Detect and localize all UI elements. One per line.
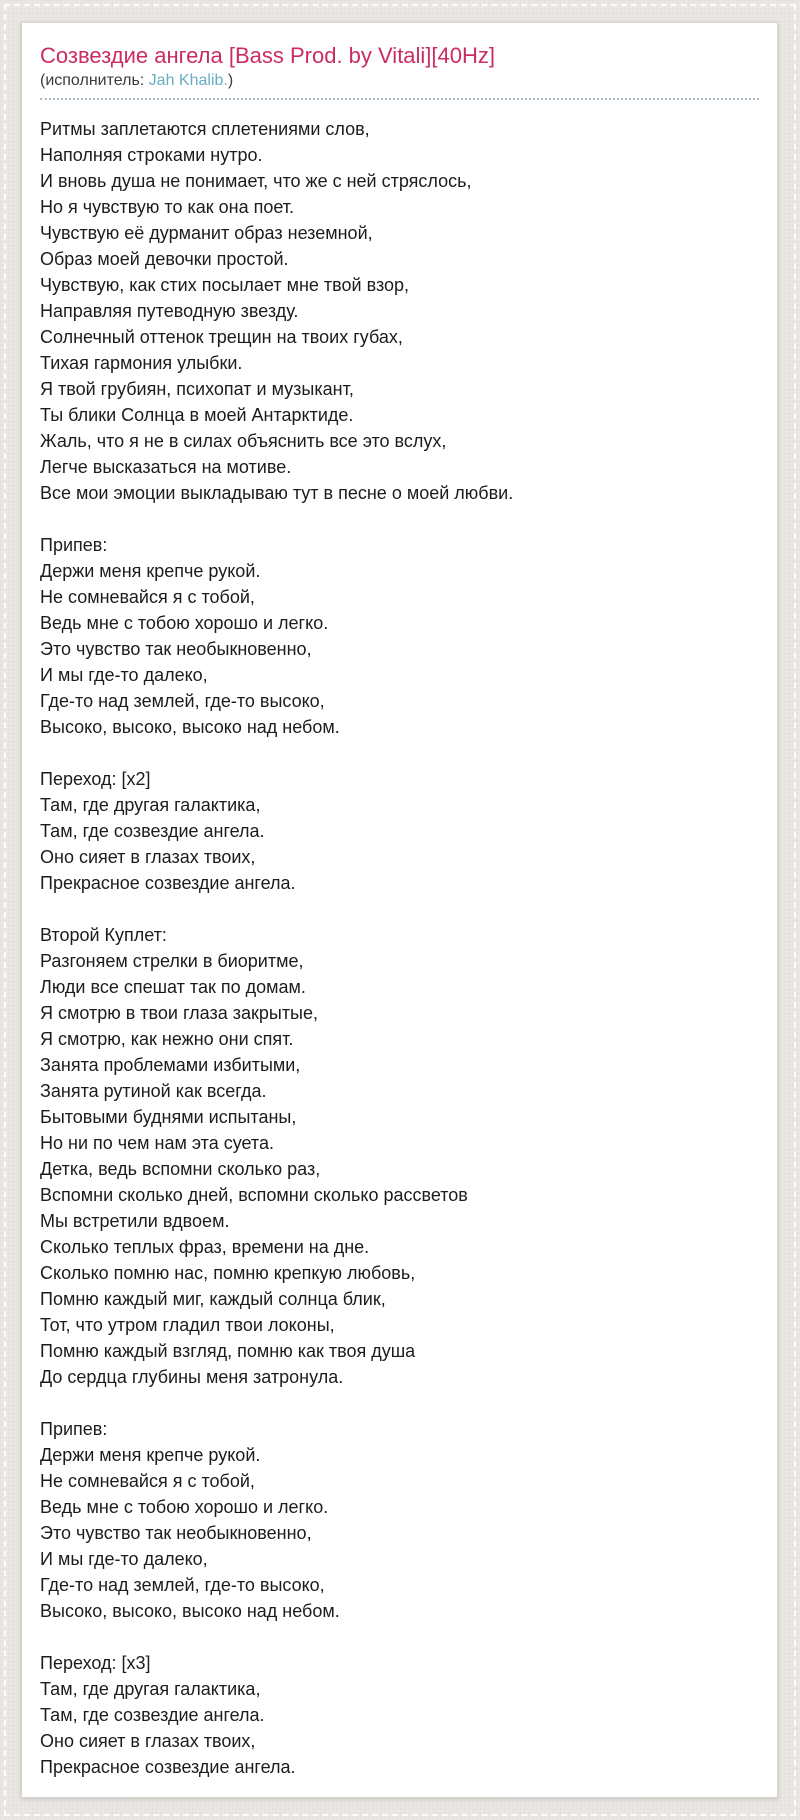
lyric-line: Прекрасное созвездие ангела.	[40, 1757, 296, 1777]
artist-label: (исполнитель:	[40, 72, 145, 89]
lyric-line: Чувствую её дурманит образ неземной,	[40, 223, 373, 243]
lyric-line: Вспомни сколько дней, вспомни сколько рассветов	[40, 1185, 468, 1205]
lyric-line: Это чувство так необыкновенно,	[40, 639, 312, 659]
lyric-line: Ведь мне с тобою хорошо и легко.	[40, 1497, 329, 1517]
lyric-line: Я смотрю, как нежно они спят.	[40, 1029, 294, 1049]
lyric-line: Занята рутиной как всегда.	[40, 1081, 267, 1101]
artist-line-suffix: )	[227, 72, 234, 89]
lyric-line: Помню каждый взгляд, помню как твоя душа	[40, 1341, 416, 1361]
lyric-line: Где-то над землей, где-то высоко,	[40, 691, 325, 711]
lyrics-text	[22, 100, 777, 1806]
lyrics-block	[40, 116, 759, 506]
lyrics-block	[40, 532, 759, 740]
lyric-line: Держи меня крепче рукой.	[40, 561, 261, 581]
lyric-line: Бытовыми буднями испытаны,	[40, 1107, 297, 1127]
lyric-line: Не сомневайся я с тобой,	[40, 587, 255, 607]
lyrics-block	[40, 922, 759, 1390]
lyric-line: Жаль, что я не в силах объяснить все это вслух,	[40, 431, 447, 451]
lyric-line: Все мои эмоции выкладываю тут в песне о моей любви.	[40, 483, 514, 503]
lyric-line: Там, где созвездие ангела.	[40, 1705, 265, 1725]
lyric-line: Солнечный оттенок трещин на твоих губах,	[40, 327, 403, 347]
lyric-line: Занята проблемами избитыми,	[40, 1055, 301, 1075]
lyric-line: Помню каждый миг, каждый солнца блик,	[40, 1289, 386, 1309]
lyric-line: Тихая гармония улыбки.	[40, 353, 243, 373]
lyric-line: Но я чувствую то как она поет.	[40, 197, 295, 217]
lyric-line: Переход: [x3]	[40, 1653, 151, 1673]
lyric-line: Сколько теплых фраз, времени на дне.	[40, 1237, 370, 1257]
lyrics-block	[40, 766, 759, 896]
lyric-line: До сердца глубины меня затронула.	[40, 1367, 344, 1387]
lyric-line: Детка, ведь вспомни сколько раз,	[40, 1159, 321, 1179]
lyric-line: Легче высказаться на мотиве.	[40, 457, 292, 477]
lyric-line: Оно сияет в глазах твоих,	[40, 847, 256, 867]
lyric-line: Там, где другая галактика,	[40, 795, 261, 815]
lyric-line: Мы встретили вдвоем.	[40, 1211, 230, 1231]
artist-line	[40, 71, 759, 100]
lyric-line: Но ни по чем нам эта суета.	[40, 1133, 274, 1153]
lyric-line: Это чувство так необыкновенно,	[40, 1523, 312, 1543]
lyric-line: Высоко, высоко, высоко над небом.	[40, 1601, 340, 1621]
lyric-line: Ведь мне с тобою хорошо и легко.	[40, 613, 329, 633]
lyric-line: Разгоняем стрелки в биоритме,	[40, 951, 304, 971]
lyric-line: И вновь душа не понимает, что же с ней стряслось,	[40, 171, 472, 191]
artist-link[interactable]: Jah Khalib.	[148, 72, 228, 89]
lyric-line: И мы где-то далеко,	[40, 1549, 208, 1569]
lyric-line: Там, где другая галактика,	[40, 1679, 261, 1699]
lyric-line: Наполняя строками нутро.	[40, 145, 263, 165]
lyric-line: Я твой грубиян, психопат и музыкант,	[40, 379, 354, 399]
lyric-line: Образ моей девочки простой.	[40, 249, 289, 269]
lyric-line: Сколько помню нас, помню крепкую любовь,	[40, 1263, 416, 1283]
lyric-line: Оно сияет в глазах твоих,	[40, 1731, 256, 1751]
lyric-line: Припев:	[40, 1419, 108, 1439]
lyric-line: Я смотрю в твои глаза закрытые,	[40, 1003, 319, 1023]
lyric-line: Держи меня крепче рукой.	[40, 1445, 261, 1465]
lyric-line: Ты блики Солнца в моей Антарктиде.	[40, 405, 354, 425]
lyric-line: Тот, что утром гладил твои локоны,	[40, 1315, 335, 1335]
lyric-line: Припев:	[40, 535, 108, 555]
lyric-line: Ритмы заплетаются сплетениями слов,	[40, 119, 370, 139]
lyric-line: Высоко, высоко, высоко над небом.	[40, 717, 340, 737]
lyrics-block	[40, 1650, 759, 1780]
header	[22, 23, 777, 100]
lyric-line: Второй Куплет:	[40, 925, 167, 945]
lyric-line: Где-то над землей, где-то высоко,	[40, 1575, 325, 1595]
lyric-line: Там, где созвездие ангела.	[40, 821, 265, 841]
lyric-line: Прекрасное созвездие ангела.	[40, 873, 296, 893]
lyrics-block	[40, 1416, 759, 1624]
lyrics-card	[21, 22, 778, 1798]
lyric-line: Направляя путеводную звезду.	[40, 301, 299, 321]
song-title: Созвездие ангела [Bass Prod. by Vitali][40Hz]	[40, 43, 496, 68]
lyric-line: И мы где-то далеко,	[40, 665, 208, 685]
lyric-line: Люди все спешат так по домам.	[40, 977, 306, 997]
lyric-line: Чувствую, как стих посылает мне твой взор,	[40, 275, 410, 295]
lyric-line: Переход: [x2]	[40, 769, 151, 789]
lyric-line: Не сомневайся я с тобой,	[40, 1471, 255, 1491]
